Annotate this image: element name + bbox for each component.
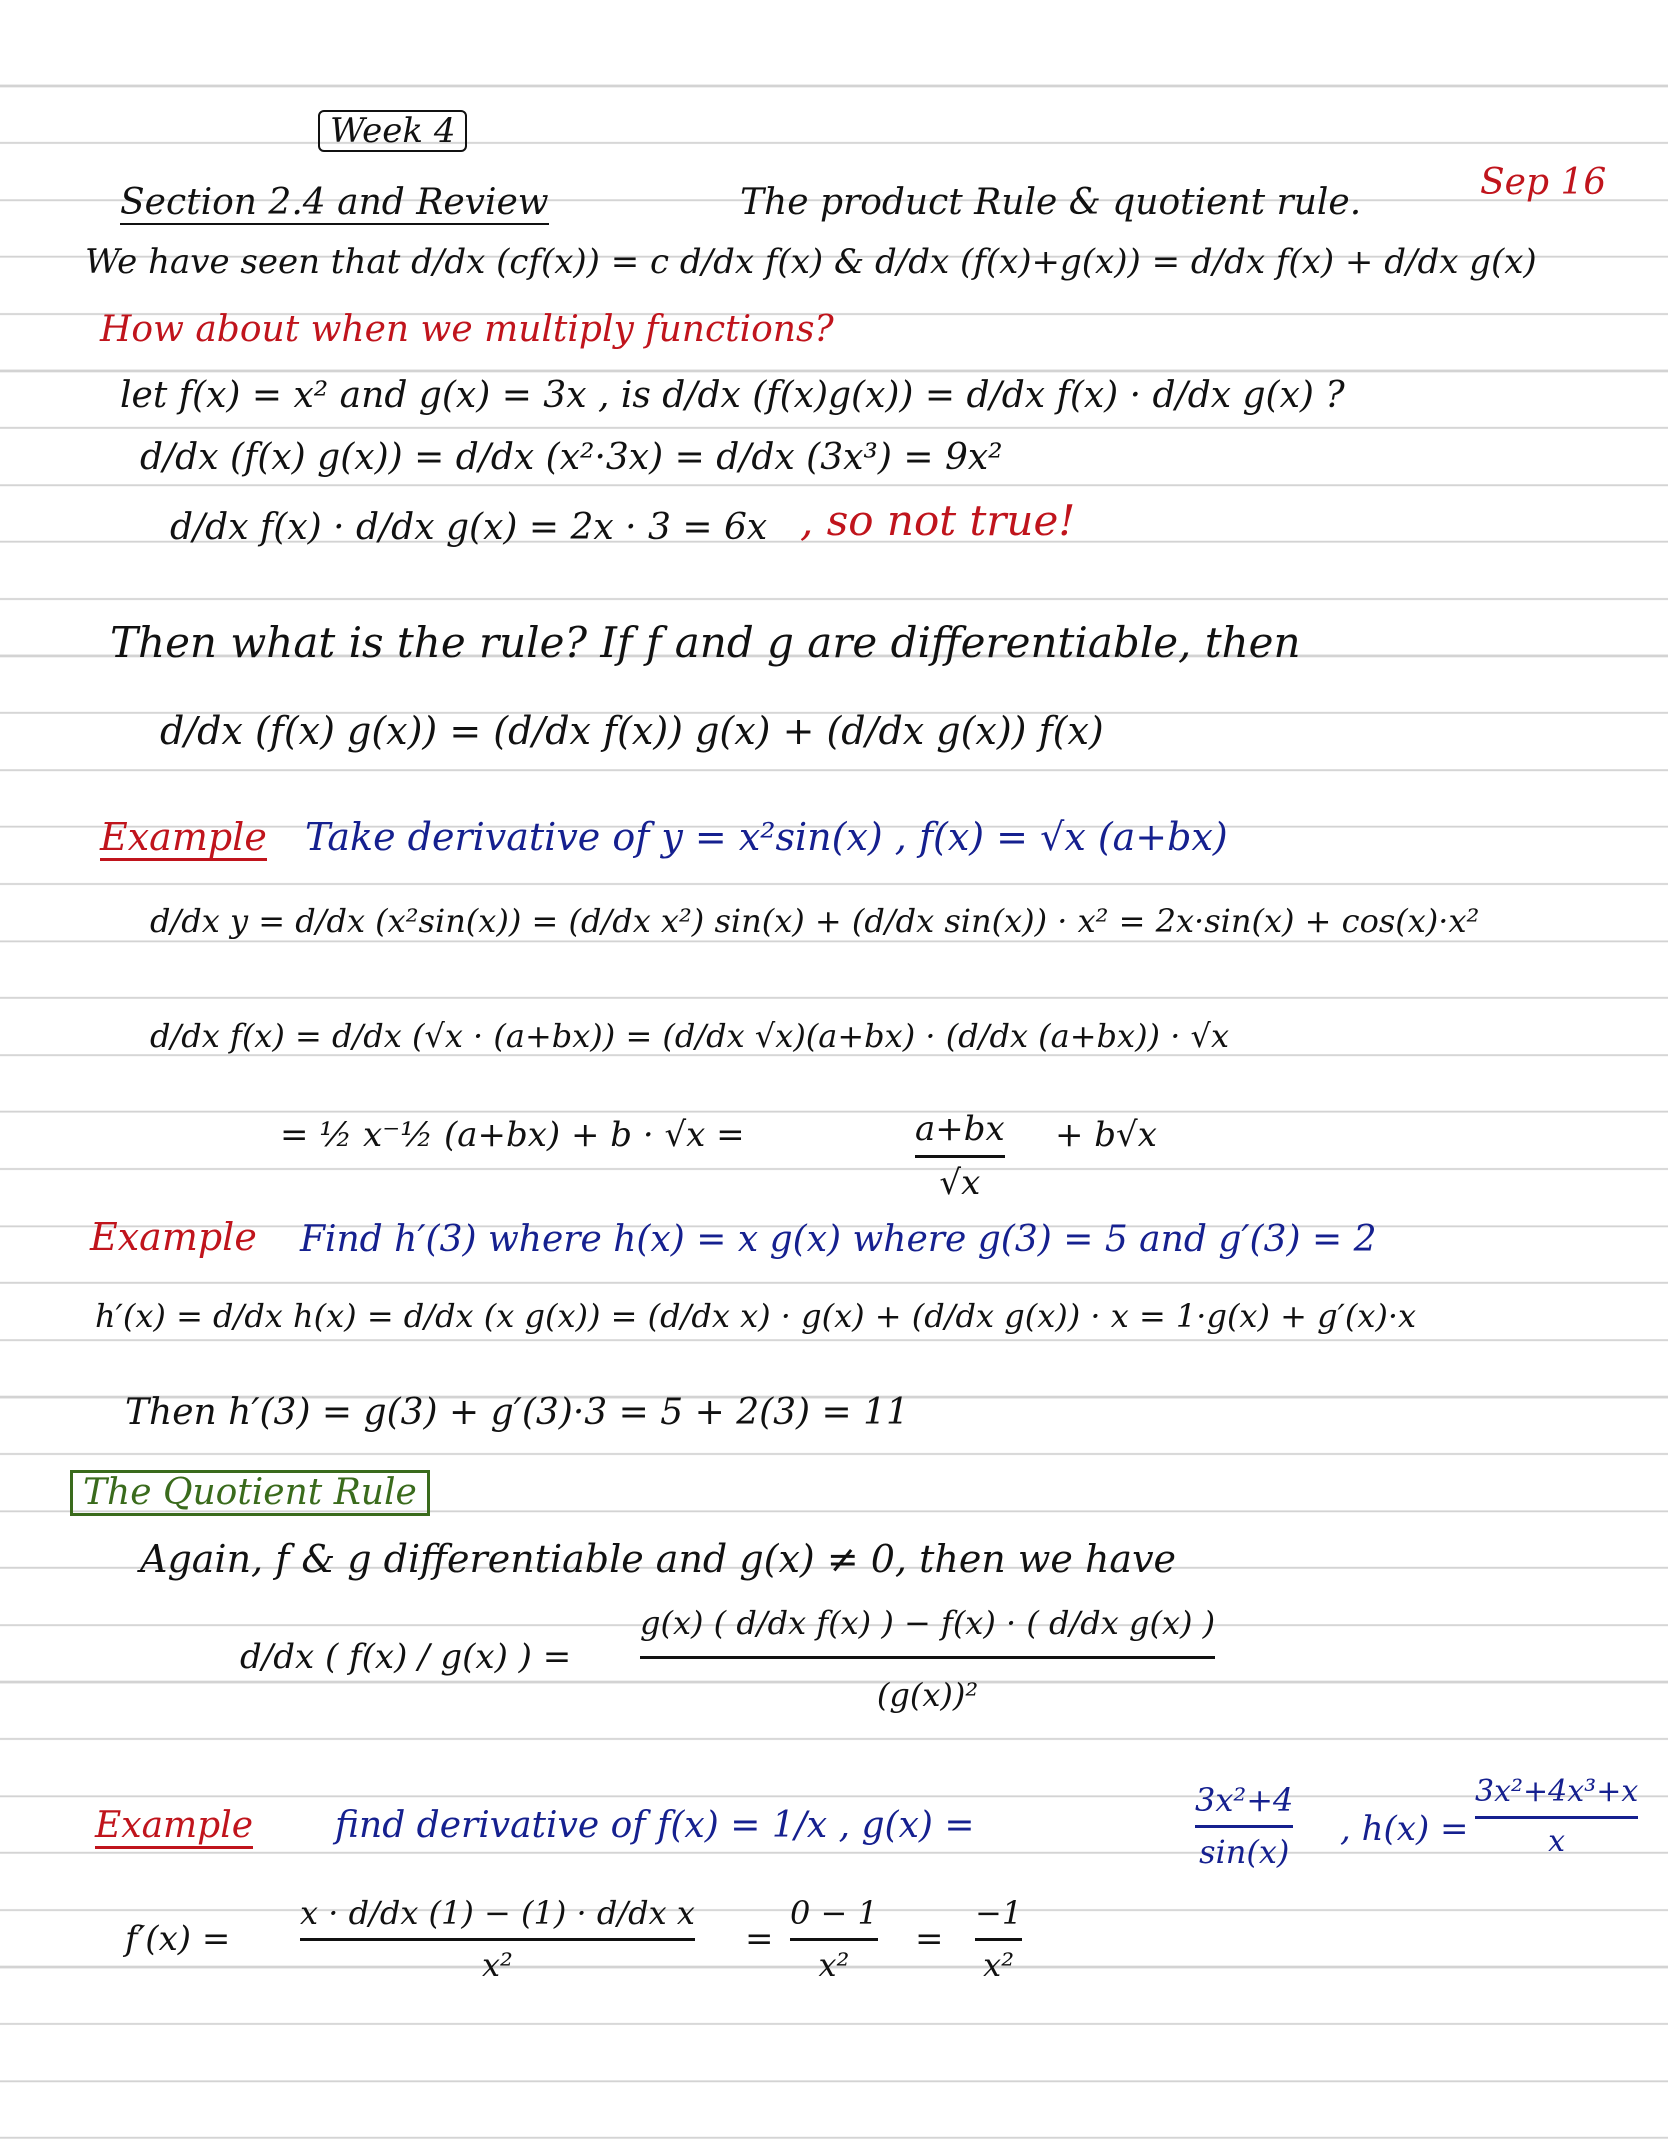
fraction [1475, 1775, 1638, 1859]
topic-title: The product Rule & quotient rule. [740, 182, 1362, 223]
example-line: + b√x [1055, 1115, 1157, 1155]
quotient-rule-statement: Again, f & g differentiable and g(x) ≠ 0, then we have [140, 1537, 1177, 1581]
fraction-denominator: x² [983, 1945, 1015, 1984]
fraction [975, 1895, 1022, 1984]
quotient-rule-title: The Quotient Rule [70, 1470, 430, 1516]
example-line: Then h′(3) = g(3) + g′(3)·3 = 5 + 2(3) = 11 [125, 1392, 909, 1433]
product-rule-statement: Then what is the rule? If f and g are differentiable, then [110, 618, 1301, 667]
not-true-remark: , so not true! [800, 496, 1076, 545]
quotient-rule-formula [640, 1605, 1215, 1714]
quotient-rule-lhs: d/dx ( f(x) / g(x) ) = [240, 1637, 572, 1677]
example-task: , h(x) = [1340, 1809, 1469, 1849]
fraction-numerator: a+bx [915, 1109, 1005, 1149]
calc-product: d/dx (f(x) g(x)) = d/dx (x²·3x) = d/dx (3x³) = 9x² [140, 437, 1003, 478]
fraction-bar [975, 1938, 1022, 1941]
fraction [790, 1895, 878, 1984]
fraction-denominator: x² [818, 1945, 850, 1984]
week-label: Week 4 [318, 110, 467, 152]
fraction-bar [790, 1938, 878, 1941]
fraction-bar [300, 1938, 695, 1941]
fraction-bar [1195, 1825, 1293, 1828]
fraction-denominator: x [1548, 1823, 1566, 1859]
example-task: find derivative of f(x) = 1/x , g(x) = [335, 1805, 975, 1846]
example-line: f′(x) = [125, 1919, 231, 1959]
intro-question: How about when we multiply functions? [100, 309, 834, 350]
example-task: Find h′(3) where h(x) = x g(x) where g(3) = 5 and g′(3) = 2 [300, 1219, 1377, 1260]
example-task: Take derivative of y = x²sin(x) , f(x) = √x (a+bx) [305, 815, 1228, 859]
example-label: Example [95, 1808, 253, 1849]
fraction-numerator: x · d/dx (1) − (1) · d/dx x [300, 1894, 695, 1932]
example-label: Example [100, 815, 267, 859]
fraction-numerator: g(x) ( d/dx f(x) ) − f(x) · ( d/dx g(x) ) [640, 1604, 1216, 1642]
fraction-numerator: 3x²+4x³+x [1475, 1774, 1639, 1809]
calc-naive: d/dx f(x) · d/dx g(x) = 2x · 3 = 6x [170, 507, 768, 548]
fraction-numerator: 3x²+4 [1195, 1781, 1294, 1819]
product-rule-formula: d/dx (f(x) g(x)) = (d/dx f(x)) g(x) + (d/dx g(x)) f(x) [160, 709, 1104, 753]
fraction-bar [1475, 1816, 1638, 1819]
fraction-bar [915, 1155, 1005, 1158]
equals-sign: = [745, 1919, 774, 1959]
fraction-denominator: (g(x))² [876, 1675, 979, 1714]
intro-line: We have seen that d/dx (cf(x)) = c d/dx f(x) & d/dx (f(x)+g(x)) = d/dx f(x) + d/dx g(x) [85, 242, 1537, 282]
fraction-numerator: 0 − 1 [790, 1894, 878, 1932]
fraction-denominator: √x [939, 1163, 981, 1204]
fraction [300, 1895, 695, 1984]
fraction-bar [640, 1656, 1215, 1659]
example-line: d/dx f(x) = d/dx (√x · (a+bx)) = (d/dx √x)(a+bx) · (d/dx (a+bx)) · √x [150, 1017, 1229, 1055]
example-line: d/dx y = d/dx (x²sin(x)) = (d/dx x²) sin(x) + (d/dx sin(x)) · x² = 2x·sin(x) + cos(x)·x² [150, 902, 1480, 940]
date-label: Sep 16 [1480, 162, 1607, 203]
example-label: Example [90, 1215, 257, 1259]
example-line: h′(x) = d/dx h(x) = d/dx (x g(x)) = (d/dx x) · g(x) + (d/dx g(x)) · x = 1·g(x) + g′(x)·x [95, 1297, 1417, 1335]
let-line: let f(x) = x² and g(x) = 3x , is d/dx (f(x)g(x)) = d/dx f(x) · d/dx g(x) ? [120, 375, 1345, 416]
example-line: = ½ x⁻½ (a+bx) + b · √x = [280, 1115, 745, 1155]
fraction [1195, 1782, 1293, 1871]
section-title: Section 2.4 and Review [120, 182, 549, 223]
fraction-numerator: −1 [975, 1894, 1023, 1932]
fraction-denominator: sin(x) [1199, 1832, 1290, 1871]
fraction [915, 1110, 1005, 1203]
fraction-denominator: x² [482, 1945, 513, 1984]
equals-sign: = [915, 1919, 944, 1959]
